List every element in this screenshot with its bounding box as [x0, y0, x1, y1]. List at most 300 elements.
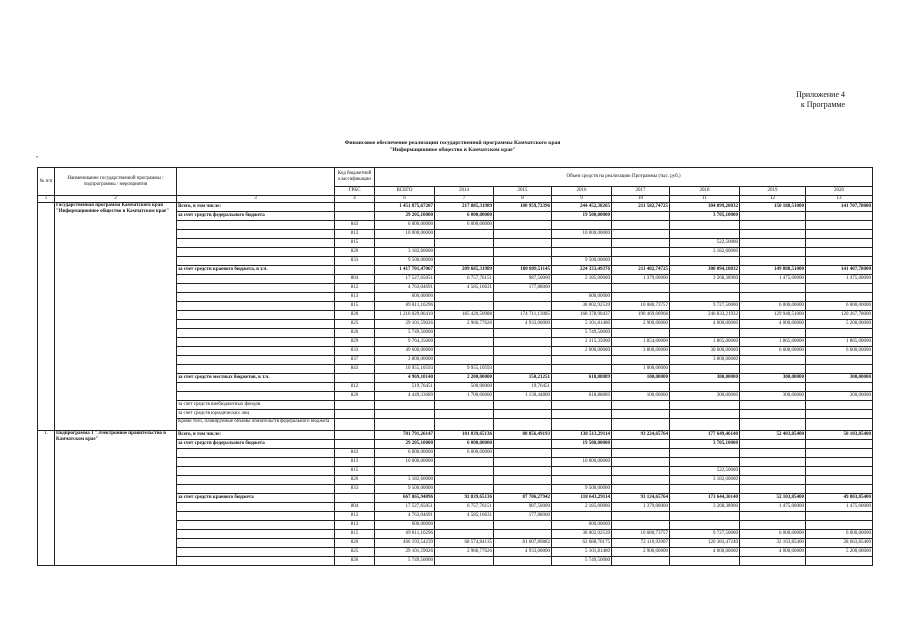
amount-cell: 4 000,00000: [670, 548, 740, 557]
grbs-code: 813: [335, 458, 375, 467]
amount-cell: [740, 485, 806, 494]
amount-cell: [612, 284, 670, 293]
table-header: [38, 168, 873, 203]
amount-cell: [552, 476, 612, 485]
funding-source-label: [177, 275, 335, 284]
amount-cell: [435, 557, 494, 566]
amount-cell: [435, 302, 494, 311]
amount-cell: [494, 257, 552, 266]
amount-cell: [435, 293, 494, 302]
amount-cell: [612, 239, 670, 248]
grbs-code: 813: [335, 293, 375, 302]
grbs-code: 833: [335, 257, 375, 266]
funding-source-label: [177, 392, 335, 401]
col-blank-header: [177, 168, 335, 196]
amount-cell: 81 607,89882: [494, 539, 552, 548]
amount-cell: [806, 221, 873, 230]
amount-cell: [740, 383, 806, 392]
amount-cell: [806, 512, 873, 521]
grbs-code: 825: [335, 320, 375, 329]
amount-cell: 5 200,00000: [806, 548, 873, 557]
amount-cell: [740, 365, 806, 374]
funding-source-label: [177, 338, 335, 347]
grbs-code: 804: [335, 503, 375, 512]
amount-cell: [806, 557, 873, 566]
amount-cell: [435, 410, 494, 419]
col-code-header: Код бюджетной классификации: [335, 168, 375, 187]
amount-cell: 68 574,84135: [435, 539, 494, 548]
amount-cell: 10 000,00000: [375, 458, 435, 467]
amount-cell: [806, 293, 873, 302]
amount-cell: 3 182,60000: [375, 248, 435, 257]
amount-cell: [494, 221, 552, 230]
amount-cell: 10 000,00000: [375, 230, 435, 239]
amount-cell: 987,50000: [494, 275, 552, 284]
amount-cell: 1 000,00000: [612, 365, 670, 374]
section-name: Подпрограмма 1 "Электронное правительство в Камчатском крае": [55, 431, 177, 566]
amount-cell: [740, 356, 806, 365]
amount-cell: [612, 485, 670, 494]
amount-cell: 246 833,21932: [670, 311, 740, 320]
amount-cell: 500,00000: [435, 383, 494, 392]
amount-cell: 211 482,74725: [612, 266, 670, 275]
amount-cell: [494, 338, 552, 347]
amount-cell: [612, 476, 670, 485]
amount-cell: [612, 356, 670, 365]
amount-cell: 150,21251: [494, 374, 552, 383]
grbs-code: 826: [335, 557, 375, 566]
amount-cell: [494, 248, 552, 257]
amount-cell: [435, 458, 494, 467]
amount-cell: [375, 401, 435, 410]
amount-cell: 1 451 875,67207: [375, 203, 435, 212]
section-number: 1.: [38, 431, 55, 566]
amount-cell: [806, 419, 873, 431]
amount-cell: 92 839,65136: [435, 494, 494, 503]
amount-cell: 1 417 701,47067: [375, 266, 435, 275]
amount-cell: [494, 212, 552, 221]
amount-cell: 6 757,76151: [435, 275, 494, 284]
amount-cell: 1 475,00000: [740, 275, 806, 284]
amount-cell: [740, 284, 806, 293]
grbs-code: 837: [335, 356, 375, 365]
amount-cell: [806, 485, 873, 494]
table-row: [38, 203, 873, 212]
amount-cell: 2 966,77626: [435, 548, 494, 557]
amount-cell: 87 706,27942: [494, 494, 552, 503]
amount-cell: 4 000,00000: [670, 320, 740, 329]
funding-source-label: [177, 230, 335, 239]
amount-cell: [806, 248, 873, 257]
column-index: 8: [494, 196, 552, 203]
amount-cell: [435, 347, 494, 356]
grbs-code: 843: [335, 449, 375, 458]
amount-cell: [740, 512, 806, 521]
amount-cell: 3 182,60000: [670, 248, 740, 257]
amount-cell: [670, 293, 740, 302]
amount-cell: 300,00000: [670, 392, 740, 401]
amount-cell: 522,50000: [670, 239, 740, 248]
amount-cell: 168 378,90437: [552, 311, 612, 320]
amount-cell: [435, 485, 494, 494]
amount-cell: [494, 557, 552, 566]
amount-cell: 4 585,16631: [435, 284, 494, 293]
amount-cell: [740, 248, 806, 257]
amount-cell: [670, 458, 740, 467]
grbs-code: 833: [335, 347, 375, 356]
amount-cell: 1 130,44800: [494, 392, 552, 401]
section-name: Государственная программа Камчатского края "Информационное общество в Камчатском крае": [55, 203, 177, 431]
amount-cell: 1 216 029,06410: [375, 311, 435, 320]
financing-table: [37, 167, 873, 566]
amount-cell: 2 185,00000: [552, 275, 612, 284]
grbs-code: [335, 212, 375, 221]
amount-cell: [806, 239, 873, 248]
amount-cell: 1 854,00000: [612, 338, 670, 347]
amount-cell: [740, 476, 806, 485]
funding-source-label: [177, 449, 335, 458]
amount-cell: [612, 329, 670, 338]
amount-cell: 4 000,00000: [740, 548, 806, 557]
amount-cell: [670, 449, 740, 458]
col-num-header: № п/п: [38, 168, 55, 196]
amount-cell: [806, 329, 873, 338]
year-header: 2020: [806, 187, 873, 196]
funding-source-label: [177, 239, 335, 248]
amount-cell: [494, 239, 552, 248]
amount-cell: [612, 401, 670, 410]
amount-cell: [612, 257, 670, 266]
amount-cell: [740, 557, 806, 566]
amount-cell: 29 205,10000: [375, 440, 435, 449]
grbs-code: 843: [335, 221, 375, 230]
funding-source-label: [177, 320, 335, 329]
amount-cell: [740, 212, 806, 221]
amount-cell: 62 688,70175: [552, 539, 612, 548]
amount-cell: 2 315,35000: [552, 338, 612, 347]
amount-cell: [806, 356, 873, 365]
amount-cell: [494, 365, 552, 374]
amount-cell: [670, 557, 740, 566]
amount-cell: 49 600,00000: [375, 347, 435, 356]
amount-cell: 5 101,81400: [552, 320, 612, 329]
amount-cell: [670, 521, 740, 530]
amount-cell: 522,50000: [670, 467, 740, 476]
amount-cell: 9 500,00000: [552, 257, 612, 266]
amount-cell: [375, 419, 435, 431]
amount-cell: 38 002,92539: [552, 530, 612, 539]
amount-cell: 1 475,00000: [806, 503, 873, 512]
amount-cell: 600,00000: [375, 521, 435, 530]
amount-cell: 141 707,78000: [806, 203, 873, 212]
amount-cell: 49 803,85400: [806, 494, 873, 503]
year-header: 2014: [435, 187, 494, 196]
amount-cell: 101 039,65136: [435, 431, 494, 440]
amount-cell: [494, 410, 552, 419]
amount-cell: 100,00000: [612, 374, 670, 383]
amount-cell: 1 865,00000: [670, 338, 740, 347]
amount-cell: [806, 521, 873, 530]
amount-cell: 4 933,00000: [494, 548, 552, 557]
amount-cell: 300,00000: [670, 374, 740, 383]
stray-mark: ": [36, 156, 39, 162]
amount-cell: 1 865,00000: [740, 338, 806, 347]
funding-source-label: за счет средств федерального бюджета: [177, 212, 335, 221]
funding-source-label: [177, 383, 335, 392]
amount-cell: 10 080,73757: [612, 302, 670, 311]
amount-cell: 3 800,00000: [670, 356, 740, 365]
amount-cell: [612, 383, 670, 392]
column-index: 6: [375, 196, 435, 203]
amount-cell: [806, 365, 873, 374]
appendix-line-2: к Программе: [800, 100, 845, 109]
amount-cell: 2 185,00000: [552, 503, 612, 512]
amount-cell: 10 955,10593: [375, 365, 435, 374]
amount-cell: 600,00000: [552, 293, 612, 302]
funding-source-label: [177, 302, 335, 311]
amount-cell: [552, 449, 612, 458]
amount-cell: [435, 401, 494, 410]
col-volume-header: Объем средств на реализацию Программы (тыс. руб.): [375, 168, 873, 187]
amount-cell: 6 000,00000: [806, 530, 873, 539]
amount-cell: 211 582,74725: [612, 203, 670, 212]
amount-cell: 9 764,35000: [375, 338, 435, 347]
section-number: [38, 203, 55, 431]
grbs-code: [335, 494, 375, 503]
amount-cell: 5 200,00000: [806, 320, 873, 329]
amount-cell: [552, 248, 612, 257]
amount-cell: 4 763,04691: [375, 512, 435, 521]
amount-cell: [494, 485, 552, 494]
funding-source-label: [177, 248, 335, 257]
amount-cell: 701 791,26147: [375, 431, 435, 440]
amount-cell: [740, 230, 806, 239]
amount-cell: 6 600,00000: [740, 347, 806, 356]
amount-cell: [670, 230, 740, 239]
amount-cell: 93 224,65764: [612, 431, 670, 440]
amount-cell: [670, 221, 740, 230]
amount-cell: 29 101,59026: [375, 320, 435, 329]
amount-cell: [806, 440, 873, 449]
amount-cell: 2 966,77626: [435, 320, 494, 329]
funding-source-label: [177, 356, 335, 365]
amount-cell: [494, 293, 552, 302]
amount-cell: [612, 449, 670, 458]
amount-cell: 244 452,38265: [552, 203, 612, 212]
grbs-code: 820: [335, 476, 375, 485]
amount-cell: [740, 410, 806, 419]
amount-cell: 88 856,49193: [494, 431, 552, 440]
amount-cell: [552, 284, 612, 293]
amount-cell: 5 749,50000: [552, 329, 612, 338]
amount-cell: [552, 512, 612, 521]
column-index: 2: [55, 196, 177, 203]
amount-cell: [494, 419, 552, 431]
amount-cell: [740, 293, 806, 302]
funding-source-label: [177, 293, 335, 302]
column-index: 12: [740, 196, 806, 203]
amount-cell: 3 800,00000: [375, 356, 435, 365]
amount-cell: 150 188,51000: [740, 203, 806, 212]
amount-cell: [435, 257, 494, 266]
grbs-code: 833: [335, 485, 375, 494]
funding-source-label: [177, 257, 335, 266]
amount-cell: 30 600,00000: [670, 347, 740, 356]
amount-cell: 19 500,00000: [552, 212, 612, 221]
amount-cell: [740, 239, 806, 248]
amount-cell: [670, 410, 740, 419]
amount-cell: 1 475,00000: [806, 275, 873, 284]
amount-cell: [670, 329, 740, 338]
amount-cell: 300,00000: [740, 374, 806, 383]
funding-source-label: [177, 485, 335, 494]
amount-cell: 4 969,10140: [375, 374, 435, 383]
year-header: ВСЕГО: [375, 187, 435, 196]
amount-cell: 4 585,16631: [435, 512, 494, 521]
amount-cell: [494, 302, 552, 311]
funding-source-label: [177, 530, 335, 539]
funding-source-label: за счет средств местных бюджетов, в т.ч.: [177, 374, 335, 383]
amount-cell: 9 500,00000: [375, 485, 435, 494]
amount-cell: 69 811,16296: [375, 302, 435, 311]
amount-cell: 3 705,10000: [670, 440, 740, 449]
amount-cell: [612, 212, 670, 221]
amount-cell: 1 700,00000: [435, 392, 494, 401]
funding-source-label: Всего, в том числе:: [177, 203, 335, 212]
amount-cell: 3 800,00000: [612, 347, 670, 356]
amount-cell: 5 749,50000: [552, 557, 612, 566]
amount-cell: [806, 410, 873, 419]
amount-cell: 174 711,13085: [494, 311, 552, 320]
amount-cell: 3 705,10000: [670, 212, 740, 221]
amount-cell: 177,88060: [494, 512, 552, 521]
amount-cell: [552, 401, 612, 410]
amount-cell: 6 600,00000: [806, 347, 873, 356]
amount-cell: [494, 467, 552, 476]
funding-source-label: [177, 521, 335, 530]
grbs-code: 826: [335, 329, 375, 338]
amount-cell: [740, 419, 806, 431]
grbs-code: 843: [335, 365, 375, 374]
year-header: 2016: [552, 187, 612, 196]
amount-cell: [612, 440, 670, 449]
column-index: 3: [177, 196, 335, 203]
grbs-code: 820: [335, 311, 375, 320]
amount-cell: 2 200,00000: [435, 374, 494, 383]
amount-cell: [435, 248, 494, 257]
year-header: 2018: [670, 187, 740, 196]
amount-cell: 618,88889: [552, 374, 612, 383]
column-index: 13: [806, 196, 873, 203]
amount-cell: 149 888,51000: [740, 266, 806, 275]
funding-source-label: за счет средств краевого бюджета: [177, 494, 335, 503]
amount-cell: [806, 458, 873, 467]
grbs-code: [335, 203, 375, 212]
grbs-code: 804: [335, 275, 375, 284]
amount-cell: 120 383,47240: [670, 539, 740, 548]
amount-cell: 100,00000: [612, 392, 670, 401]
amount-cell: [806, 401, 873, 410]
amount-cell: [435, 476, 494, 485]
amount-cell: [552, 383, 612, 392]
grbs-code: 813: [335, 230, 375, 239]
grbs-code: 829: [335, 338, 375, 347]
amount-cell: 93 124,65764: [612, 494, 670, 503]
amount-cell: 1 865,00000: [806, 338, 873, 347]
grbs-code: [335, 440, 375, 449]
amount-cell: 217 885,31989: [435, 203, 494, 212]
funding-source-label: [177, 311, 335, 320]
appendix-note: [796, 90, 845, 110]
amount-cell: [435, 530, 494, 539]
grbs-code: 813: [335, 521, 375, 530]
amount-cell: [494, 401, 552, 410]
amount-cell: [552, 410, 612, 419]
amount-cell: 10 080,73757: [612, 530, 670, 539]
amount-cell: 180 809,51145: [494, 266, 552, 275]
grbs-code: 812: [335, 284, 375, 293]
amount-cell: 3 268,38900: [670, 275, 740, 284]
amount-cell: [435, 356, 494, 365]
amount-cell: [375, 410, 435, 419]
amount-cell: 173 644,36140: [670, 494, 740, 503]
amount-cell: [494, 230, 552, 239]
amount-cell: [670, 401, 740, 410]
amount-cell: [612, 458, 670, 467]
amount-cell: [740, 440, 806, 449]
amount-cell: [806, 257, 873, 266]
amount-cell: 3 182,60000: [375, 476, 435, 485]
amount-cell: [670, 419, 740, 431]
funding-source-label: за счет средств федерального бюджета: [177, 440, 335, 449]
amount-cell: [612, 521, 670, 530]
amount-cell: 4 449,33689: [375, 392, 435, 401]
grbs-code: 820: [335, 392, 375, 401]
amount-cell: [494, 356, 552, 365]
funding-source-label: [177, 467, 335, 476]
amount-cell: 1 475,00000: [740, 503, 806, 512]
amount-cell: [612, 467, 670, 476]
col-name-header: Наименование государственной программы / подпрограммы / мероприятия: [55, 168, 177, 196]
amount-cell: [435, 239, 494, 248]
amount-cell: 5 101,81400: [552, 548, 612, 557]
amount-cell: [375, 239, 435, 248]
amount-cell: 17 527,65051: [375, 503, 435, 512]
amount-cell: 29 205,10000: [375, 212, 435, 221]
amount-cell: 118 643,29114: [552, 494, 612, 503]
amount-cell: [670, 365, 740, 374]
amount-cell: [552, 239, 612, 248]
amount-cell: 618,88889: [552, 392, 612, 401]
amount-cell: [612, 410, 670, 419]
amount-cell: [740, 401, 806, 410]
amount-cell: [612, 230, 670, 239]
amount-cell: 177 649,46140: [670, 431, 740, 440]
grbs-code: 812: [335, 512, 375, 521]
amount-cell: 2 000,00000: [552, 347, 612, 356]
amount-cell: 466 193,54239: [375, 539, 435, 548]
amount-cell: 9 500,00000: [375, 257, 435, 266]
amount-cell: [494, 458, 552, 467]
amount-cell: [670, 284, 740, 293]
grbs-code: 820: [335, 539, 375, 548]
amount-cell: [435, 467, 494, 476]
amount-cell: 2 900,00000: [612, 548, 670, 557]
amount-cell: 4 933,00000: [494, 320, 552, 329]
amount-cell: 6 000,00000: [740, 530, 806, 539]
amount-cell: [670, 383, 740, 392]
amount-cell: 519,76451: [375, 383, 435, 392]
